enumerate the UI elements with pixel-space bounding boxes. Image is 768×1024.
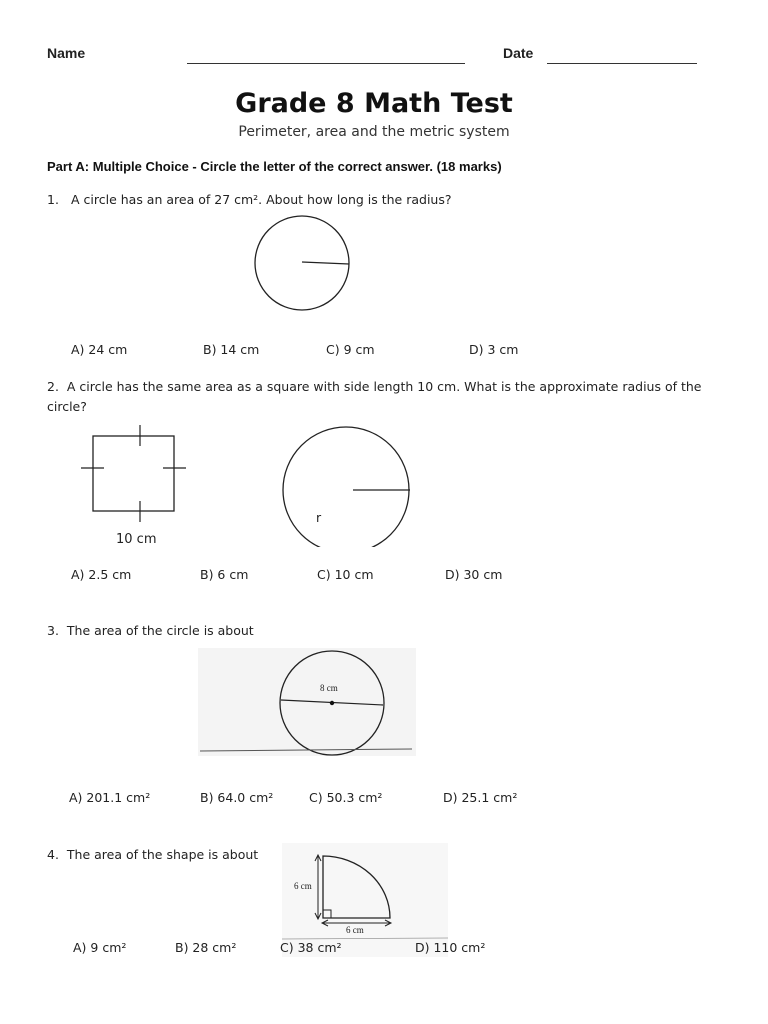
quarter-circle [323, 856, 390, 918]
q1-option-a[interactable]: A) 24 cm [71, 342, 128, 357]
q3-circle-figure [198, 648, 416, 756]
name-line[interactable] [187, 63, 465, 64]
q1-circle-figure [250, 214, 354, 314]
radius-line [302, 262, 349, 264]
q3-option-c[interactable]: C) 50.3 cm² [309, 790, 383, 805]
q4-option-c[interactable]: C) 38 cm² [280, 940, 342, 955]
radius-label: r [316, 510, 322, 525]
scan-edge [282, 938, 448, 939]
q2-circle-figure [280, 423, 416, 547]
q1-option-b[interactable]: B) 14 cm [203, 342, 260, 357]
question-1 [47, 190, 452, 210]
question-4 [47, 845, 258, 865]
q4-option-d[interactable]: D) 110 cm² [415, 940, 486, 955]
page-title: Grade 8 Math Test [235, 88, 513, 119]
right-angle-mark [323, 910, 331, 918]
q2-option-a[interactable]: A) 2.5 cm [71, 567, 132, 582]
question-number: 1. [47, 192, 59, 207]
name-label: Name [47, 45, 86, 61]
question-2 [47, 377, 727, 417]
page-subtitle: Perimeter, area and the metric system [238, 124, 510, 140]
part-a-instructions: Part A: Multiple Choice - Circle the letter of the correct answer. (18 marks) [47, 159, 502, 174]
diameter-label: 8 cm [320, 683, 338, 693]
square [93, 436, 174, 511]
q1-option-d[interactable]: D) 3 cm [469, 342, 519, 357]
q1-option-c[interactable]: C) 9 cm [326, 342, 375, 357]
date-line[interactable] [547, 63, 697, 64]
question-text: The area of the circle is about [66, 623, 254, 638]
circle [283, 427, 409, 547]
q2-option-d[interactable]: D) 30 cm [445, 567, 503, 582]
center-point [330, 701, 334, 705]
question-text: A circle has the same area as a square with side length 10 cm. What is the approximate radius of the circle? [47, 379, 702, 414]
date-label: Date [503, 45, 534, 61]
height-label: 6 cm [294, 881, 312, 891]
q2-square-figure [78, 422, 190, 526]
baseline [200, 749, 412, 751]
q3-option-d[interactable]: D) 25.1 cm² [443, 790, 518, 805]
q3-option-a[interactable]: A) 201.1 cm² [69, 790, 151, 805]
q2-option-b[interactable]: B) 6 cm [200, 567, 249, 582]
question-number: 2. [47, 379, 59, 394]
q2-option-c[interactable]: C) 10 cm [317, 567, 374, 582]
q4-option-a[interactable]: A) 9 cm² [73, 940, 127, 955]
question-text: A circle has an area of 27 cm². About how long is the radius? [71, 192, 452, 207]
question-text: The area of the shape is about [66, 847, 259, 862]
question-3 [47, 621, 254, 641]
q4-option-b[interactable]: B) 28 cm² [175, 940, 237, 955]
q3-option-b[interactable]: B) 64.0 cm² [200, 790, 274, 805]
question-number: 4. [47, 847, 59, 862]
square-side-label: 10 cm [116, 532, 157, 547]
base-label: 6 cm [346, 925, 364, 935]
question-number: 3. [47, 623, 59, 638]
